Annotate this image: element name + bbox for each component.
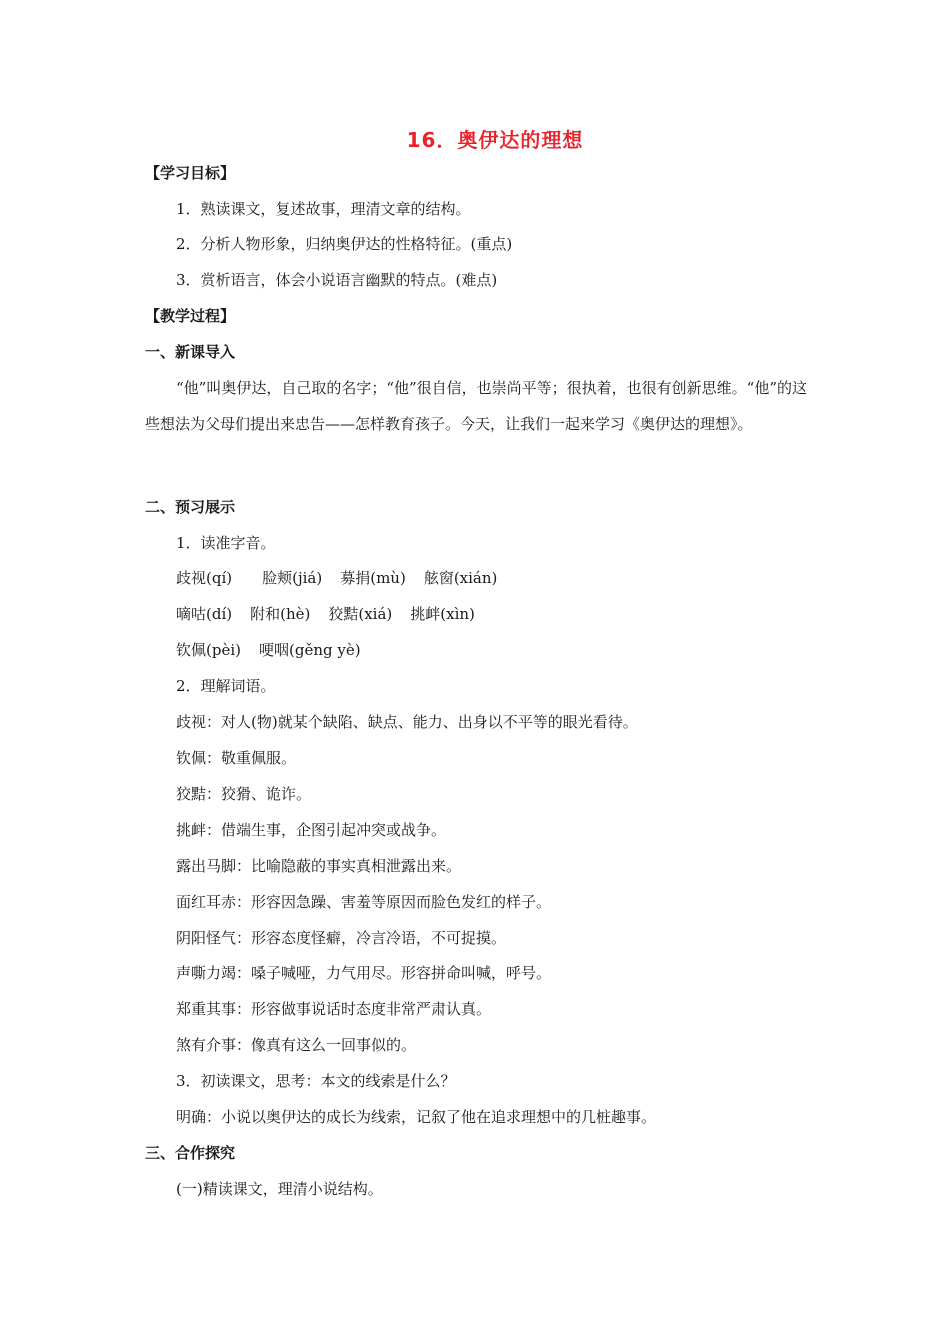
goal-item: 2．分析人物形象，归纳奥伊达的性格特征。(重点) [176, 235, 513, 253]
vocabulary-item: 声嘶力竭：嗓子喊哑，力气用尽。形容拼命叫喊，呼号。 [176, 964, 552, 982]
page-title: 16．奥伊达的理想 [406, 128, 584, 152]
section-heading-intro: 一、新课导入 [145, 343, 236, 361]
explore-subheading: (一)精读课文，理清小说结构。 [176, 1180, 383, 1198]
pronunciation-row [176, 640, 361, 660]
vocabulary-item: 阴阳怪气：形容态度怪癖，冷言冷语，不可捉摸。 [176, 929, 507, 947]
process-heading: 【教学过程】 [145, 307, 236, 325]
answer-clue: 明确：小说以奥伊达的成长为线索，记叙了他在追求理想中的几桩趣事。 [176, 1108, 657, 1126]
pronunciation-row [176, 568, 497, 588]
pronunciation-item: 歧视(qí) [176, 569, 233, 587]
pronunciation-item: 钦佩(pèi) [176, 641, 241, 659]
vocabulary-item: 煞有介事：像真有这么一回事似的。 [176, 1036, 417, 1054]
vocabulary-item: 狡黠：狡猾、诡诈。 [176, 785, 312, 803]
goal-item: 1．熟读课文，复述故事，理清文章的结构。 [176, 200, 471, 218]
vocabulary-item: 钦佩：敬重佩服。 [176, 749, 297, 767]
pronunciation-item: 狡黠(xiá) [328, 605, 393, 623]
pronunciation-item: 舷窗(xián) [423, 569, 498, 587]
question-clue: 3．初读课文，思考：本文的线索是什么？ [176, 1072, 456, 1090]
vocabulary-item: 露出马脚：比喻隐蔽的事实真相泄露出来。 [176, 857, 462, 875]
section-heading-preview: 二、预习展示 [145, 498, 236, 516]
vocabulary-item: 歧视：对人(物)就某个缺陷、缺点、能力、出身以不平等的眼光看待。 [176, 713, 638, 731]
goal-item: 3．赏析语言，体会小说语言幽默的特点。(难点) [176, 271, 498, 289]
goals-heading: 【学习目标】 [145, 164, 236, 182]
intro-paragraph: “他”叫奥伊达，自己取的名字；“他”很自信，也崇尚平等；很执着，也很有创新思维。“他”的这些想法为父母们提出来忠告——怎样教育孩子。今天，让我们一起来学习《奥伊达的理想》。 [145, 379, 808, 433]
pronunciation-label: 1．读准字音。 [176, 534, 276, 552]
pronunciation-item: 嘀咕(dí) [176, 605, 233, 623]
pronunciation-item: 哽咽(gěng yè) [258, 641, 361, 659]
pronunciation-item: 募捐(mù) [340, 569, 406, 587]
pronunciation-row [176, 604, 475, 624]
pronunciation-item: 挑衅(xìn) [410, 605, 475, 623]
vocabulary-item: 挑衅：借端生事，企图引起冲突或战争。 [176, 821, 447, 839]
pronunciation-item: 附和(hè) [250, 605, 311, 623]
pronunciation-item: 脸颊(jiá) [262, 569, 323, 587]
vocabulary-item: 面红耳赤：形容因急躁、害羞等原因而脸色发红的样子。 [176, 893, 552, 911]
vocabulary-label: 2．理解词语。 [176, 677, 276, 695]
vocabulary-item: 郑重其事：形容做事说话时态度非常严肃认真。 [176, 1000, 492, 1018]
section-heading-explore: 三、合作探究 [145, 1144, 236, 1162]
